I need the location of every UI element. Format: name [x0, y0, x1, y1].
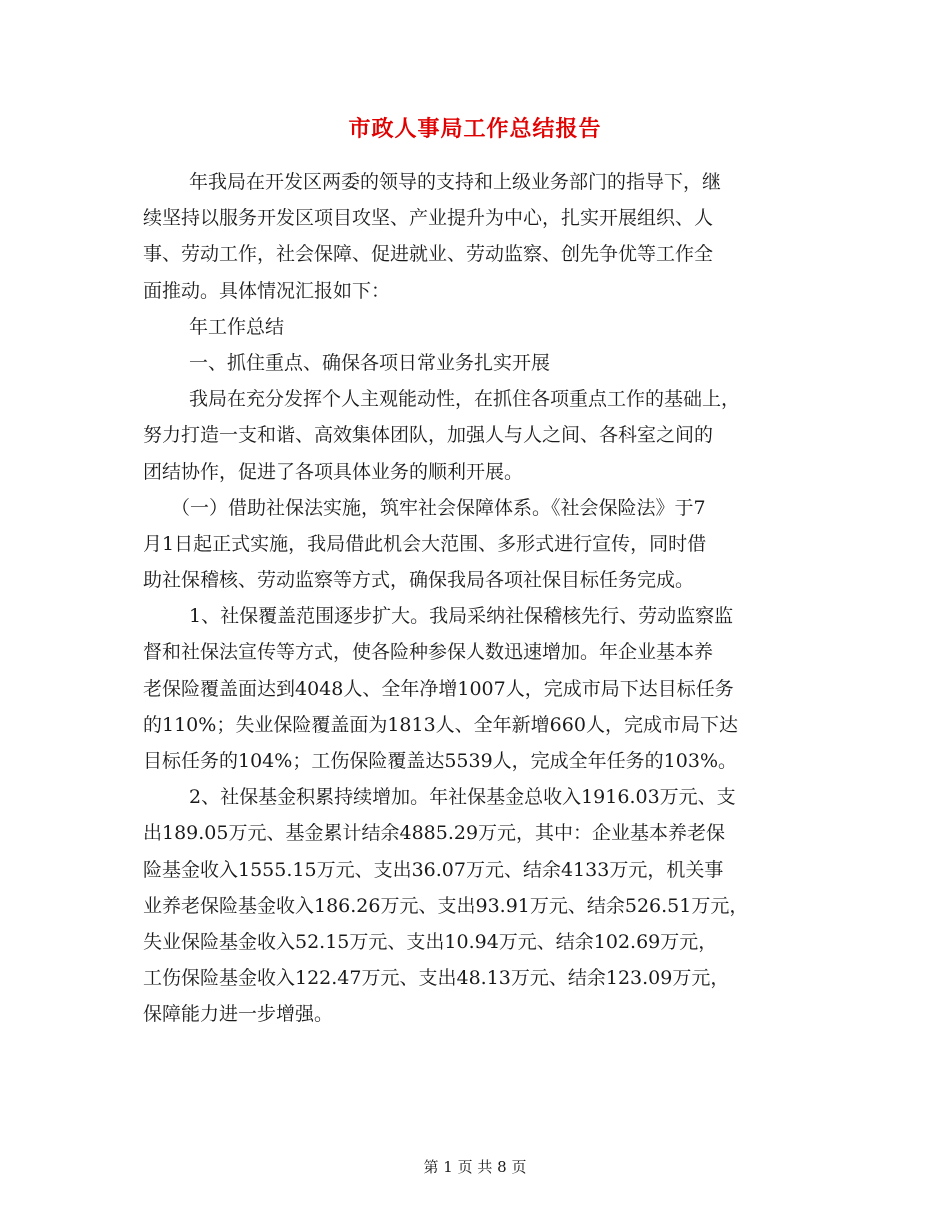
- page-footer: 第 1 页 共 8 页: [423, 1158, 527, 1176]
- paragraph-line: 的110%；失业保险覆盖面为1813人、全年新增660人，完成市局下达: [143, 713, 738, 736]
- paragraph-line: 督和社保法宣传等方式，使各险种参保人数迅速增加。年企业基本养: [143, 641, 714, 664]
- paragraph-line: 失业保险基金收入52.15万元、支出10.94万元、结余102.69万元，: [143, 930, 718, 953]
- section-heading: 年工作总结: [189, 315, 285, 338]
- document-body: [143, 164, 823, 1033]
- section-heading: 一、抓住重点、确保各项日常业务扎实开展: [189, 351, 551, 374]
- paragraph-line: 2、社保基金积累持续增加。年社保基金总收入1916.03万元、支: [189, 786, 736, 809]
- paragraph-line: 助社保稽核、劳动监察等方式，确保我局各项社保目标任务完成。: [143, 569, 695, 592]
- paragraph-line: 险基金收入1555.15万元、支出36.07万元、结余4133万元，机关事: [143, 858, 724, 881]
- document-title: 市政人事局工作总结报告: [348, 116, 602, 142]
- paragraph-line: 我局在充分发挥个人主观能动性，在抓住各项重点工作的基础上，: [189, 388, 741, 411]
- paragraph-line: 目标任务的104%；工伤保险覆盖达5539人，完成全年任务的103%。: [143, 750, 737, 772]
- paragraph-line: 工伤保险基金收入122.47万元、支出48.13万元、结余123.09万元，: [143, 967, 730, 990]
- paragraph-line: 事、劳动工作，社会保障、促进就业、劳动监察、创先争优等工作全: [143, 243, 714, 266]
- paragraph-line: 续坚持以服务开发区项目攻坚、产业提升为中心，扎实开展组织、人: [143, 207, 714, 230]
- paragraph-line: 面推动。具体情况汇报如下：: [143, 279, 391, 302]
- paragraph-line: 团结协作，促进了各项具体业务的顺利开展。: [143, 460, 524, 483]
- paragraph-line: 业养老保险基金收入186.26万元、支出93.91万元、结余526.51万元，: [143, 894, 749, 917]
- paragraph-line: （一）借助社保法实施，筑牢社会保障体系。《社会保险法》于7: [171, 496, 706, 519]
- paragraph-line: 保障能力进一步增强。: [143, 1003, 334, 1026]
- paragraph-line: 努力打造一支和谐、高效集体团队，加强人与人之间、各科室之间的: [143, 424, 714, 447]
- paragraph-line: 年我局在开发区两委的领导的支持和上级业务部门的指导下，继: [189, 171, 722, 193]
- paragraph-line: 1、社保覆盖范围逐步扩大。我局采纳社保稽核先行、劳动监察监: [189, 605, 734, 628]
- paragraph-line: 出189.05万元、基金累计结余4885.29万元，其中：企业基本养老保: [143, 822, 726, 845]
- paragraph-line: 月1日起正式实施，我局借此机会大范围、多形式进行宣传，同时借: [143, 532, 707, 555]
- paragraph-line: 老保险覆盖面达到4048人、全年净增1007人，完成市局下达目标任务: [143, 677, 734, 700]
